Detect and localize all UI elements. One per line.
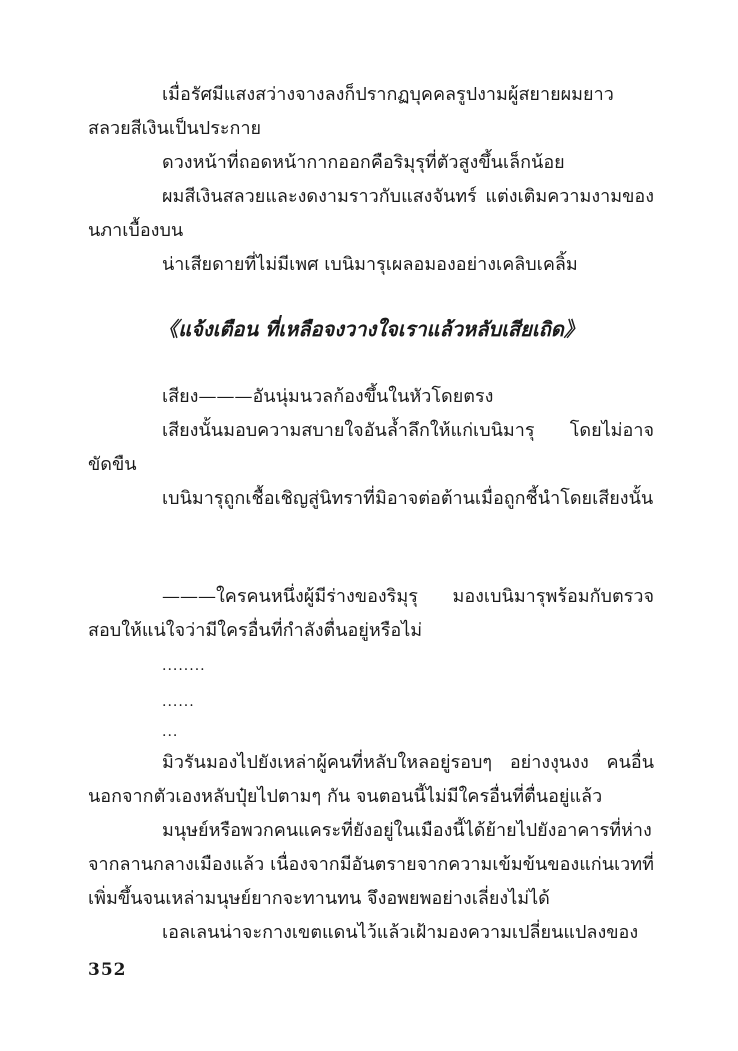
paragraph (88, 414, 654, 482)
paragraph (88, 78, 654, 146)
paragraph-text: เสียง———อันนุ่มนวลก้องขึ้นในหัวโดยตรง (162, 386, 494, 407)
paragraph (88, 180, 654, 248)
paragraph (88, 580, 654, 648)
paragraph (88, 814, 654, 916)
paragraph-text: น่าเสียดายที่ไม่มีเพศ เบนิมารุเผลอมองอย่างเคลิบเคลิ้ม (162, 254, 578, 275)
paragraph (88, 746, 654, 814)
paragraph-text: เมื่อรัศมีแสงสว่างจางลงก็ปรากฏบุคคลรูปงามผู้สยายผมยาวสลวยสีเงินเป็นประกาย (88, 84, 614, 139)
paragraph (88, 248, 654, 282)
paragraph-text: ———ใครคนหนึ่งผู้มีร่างของริมุรุ มองเบนิมารุพร้อมกับตรวจสอบให้แน่ใจว่ามีใครอื่นที่กำลังตื่นอยู่หรือไม่ (88, 586, 654, 641)
paragraph (88, 482, 654, 516)
ellipsis-line: ........ (162, 658, 206, 674)
paragraph-text: มิวรันมองไปยังเหล่าผู้คนที่หลับใหลอยู่รอบๆ อย่างงุนงง คนอื่นนอกจากตัวเองหลับปุ๋ยไปตามๆ กัน จนตอนนี้ไม่มีใครอื่นที่ตื่นอยู่แล้ว (88, 752, 654, 807)
paragraph-text: เอลเลนน่าจะกางเขตแดนไว้แล้วเฝ้ามองความเปลี่ยนแปลงของ (162, 922, 639, 943)
ellipsis-line: ... (162, 724, 179, 740)
paragraph-text: เสียงนั้นมอบความสบายใจอันล้ำลึกให้แก่เบนิมารุ โดยไม่อาจขัดขืน (88, 420, 654, 475)
paragraph-text: ผมสีเงินสลวยและงดงามราวกับแสงจันทร์ แต่งเติมความงามของนภาเบื้องบน (88, 186, 654, 241)
paragraph-text: เบนิมารุถูกเชื้อเชิญสู่นิทราที่มิอาจต่อต้านเมื่อถูกชี้นำโดยเสียงนั้น (162, 488, 654, 509)
ellipsis-line: ...... (162, 694, 195, 710)
paragraph (88, 146, 654, 180)
paragraph-text: ดวงหน้าที่ถอดหน้ากากออกคือริมุรุที่ตัวสูงขึ้นเล็กน้อย (162, 152, 565, 173)
page-number: 352 (88, 960, 127, 980)
section-heading: 《แจ้งเตือน ที่เหลือจงวางใจเราแล้วหลับเสียเถิด》 (158, 317, 584, 341)
paragraph-text: มนุษย์หรือพวกคนแคระที่ยังอยู่ในเมืองนี้ได้ย้ายไปยังอาคารที่ห่างจากลานกลางเมืองแล้ว เนื่องจากมีอันตรายจากความเข้มข้นของแก่นเวทที่เพิ่มขึ้นจนเหล่ามนุษย์ยากจะทานทน จึงอพยพอย่างเลี่ยงไม่ได้ (88, 820, 654, 909)
paragraph (88, 916, 654, 950)
paragraph (88, 380, 654, 414)
